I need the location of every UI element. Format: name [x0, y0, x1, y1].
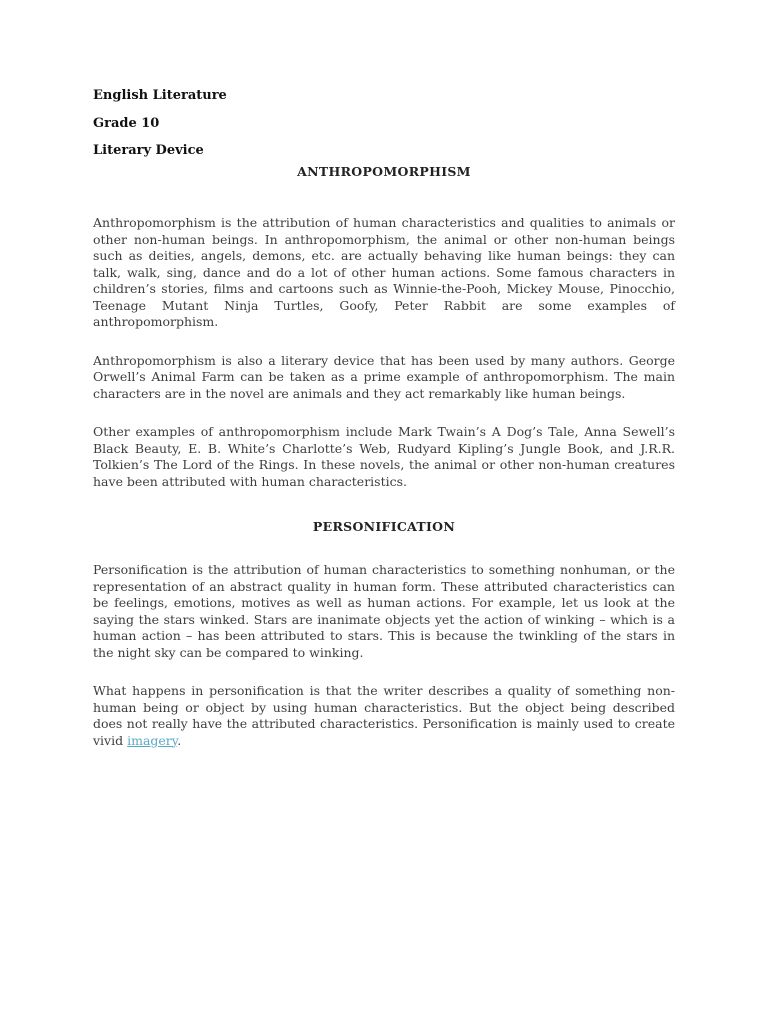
- paragraph-text: What happens in personification is that the writer describes a quality of something non-human being or object by using human characteristics. But the object being described does not really have the attributed characteristics. Personification is mainly used to create vivid: [93, 683, 675, 748]
- document-page: [93, 86, 675, 749]
- imagery-link[interactable]: imagery: [127, 732, 178, 748]
- topic-label: Literary Device: [93, 143, 204, 158]
- paragraph: Personification is the attribution of human characteristics to something nonhuman, or the representation of an abstract quality in human form. These attributed characteristics can be feelings, emotions, motives as well as human actions. For example, let us look at the saying the stars winked. Stars are inanimate objects yet the action of winking – which is a human action – has been attributed to stars. This is because the twinkling of the stars in the night sky can be compared to winking.: [93, 562, 675, 660]
- paragraph-text-end: .: [177, 732, 182, 748]
- section-title-anthropomorphism: ANTHROPOMORPHISM: [297, 164, 471, 179]
- section-title-personification: PERSONIFICATION: [312, 519, 456, 534]
- paragraph: Anthropomorphism is the attribution of human characteristics and qualities to animals or other non-human beings. In anthropomorphism, the animal or other non-human beings such as deities, angels, demons, etc. are actually behaving like human beings: they can talk, walk, sing, dance and do a lot of other human actions. Some famous characters in children’s stories, films and cartoons such as Winnie-the-Pooh, Mickey Mouse, Pinocchio, Teenage Mutant Ninja Turtles, Goofy, Peter Rabbit are some examples of anthropomorphism.: [93, 215, 675, 329]
- paragraph: Anthropomorphism is also a literary device that has been used by many authors. George Orwell’s Animal Farm can be taken as a prime example of anthropomorphism. The main characters are in the novel are animals and they act remarkably like human beings.: [93, 352, 675, 401]
- paragraph: Other examples of anthropomorphism include Mark Twain’s A Dog’s Tale, Anna Sewell’s Black Beauty, E. B. White’s Charlotte’s Web, Rudyard Kipling’s Jungle Book, and J.R.R. Tolkien’s The Lord of the Rings. In these novels, the animal or other non-human creatures have been attributed with human characteristics.: [93, 424, 675, 489]
- subject-label: English Literature: [93, 88, 227, 103]
- paragraph: [93, 683, 675, 749]
- grade-label: Grade 10: [93, 115, 160, 131]
